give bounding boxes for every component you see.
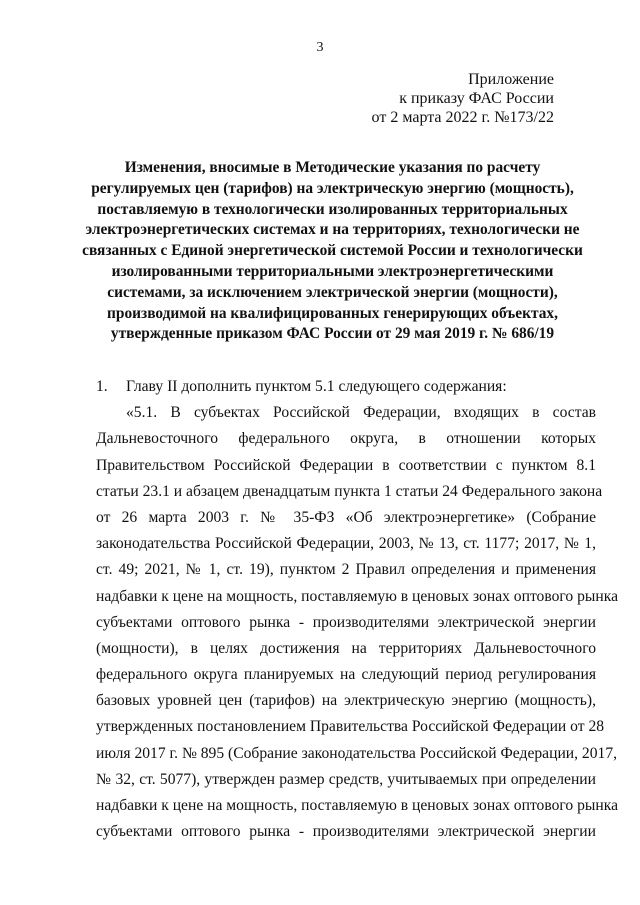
paragraph-line: от 26 марта 2003 г. № 35-ФЗ «Об электроэнергетике» (Собрание (96, 508, 596, 526)
appendix-block (372, 70, 554, 127)
paragraph-line: субъектами оптового рынка - производителями электрической энергии (96, 823, 596, 841)
paragraph-line: базовых уровней цен (тарифов) на электрическую энергию (мощность), (96, 692, 596, 710)
paragraph-line: статьи 23.1 и абзацем двенадцатым пункта 1 статьи 24 Федерального закона (96, 482, 603, 500)
title-line: поставляемую в технологически изолированных территориальных (97, 200, 568, 218)
paragraph-line: (мощности), в целях достижения на территориях Дальневосточного (96, 639, 596, 657)
title-line: связанных с Единой энергетической системой России и технологически (82, 242, 583, 260)
paragraph-line: Правительством Российской Федерации в соответствии с пунктом 8.1 (96, 456, 596, 474)
paragraph-line: июля 2017 г. № 895 (Собрание законодательства Российской Федерации, 2017, (96, 744, 618, 762)
document-body (96, 374, 618, 845)
paragraph-line: ст. 49; 2021, № 1, ст. 19), пунктом 2 Правил определения и применения (96, 561, 596, 579)
title-line: системами, за исключением электрической энергии (мощности), (107, 283, 558, 301)
title-line: производимой на квалифицированных генерирующих объектах, (107, 304, 558, 322)
page-number: 3 (316, 40, 324, 55)
paragraph-line: № 32, ст. 5077), утвержден размер средств, учитываемых при определении (96, 770, 596, 788)
appendix-order-ref: к приказу ФАС России (399, 90, 554, 107)
paragraph-line: надбавки к цене на мощность, поставляемую в ценовых зонах оптового рынка (96, 587, 618, 605)
paragraph-line: федерального округа планируемых на следующий период регулирования (96, 666, 596, 684)
paragraph-line: надбавки к цене на мощность, поставляемую в ценовых зонах оптового рынка (96, 797, 618, 814)
list-item-number: 1. (96, 378, 108, 395)
list-item-1 (96, 374, 596, 400)
appendix-order-date: от 2 марта 2022 г. №173/22 (371, 109, 554, 126)
title-line: регулируемых цен (тарифов) на электрическую энергию (мощность), (91, 179, 574, 197)
list-item-text: Главу II дополнить пунктом 5.1 следующего содержания: (126, 378, 507, 395)
paragraph-5-1 (96, 400, 618, 845)
title-line: электроэнергетических системах и на территориях, технологически не (85, 221, 580, 239)
document-title (70, 158, 595, 345)
title-line: утвержденные приказом ФАС России от 29 мая 2019 г. № 686/19 (110, 325, 555, 343)
title-line: изолированными территориальными электроэнергетическими (111, 262, 554, 280)
appendix-label: Приложение (468, 71, 554, 88)
title-line: Изменения, вносимые в Методические указания по расчету (124, 159, 541, 176)
paragraph-line: утвержденных постановлением Правительства Российской Федерации от 28 (96, 718, 605, 736)
paragraph-line: «5.1. В субъектах Российской Федерации, входящих в состав (126, 404, 596, 422)
paragraph-line: субъектами оптового рынка - производителями электрической энергии (96, 613, 596, 631)
paragraph-line: законодательства Российской Федерации, 2003, № 13, ст. 1177; 2017, № 1, (96, 535, 596, 553)
paragraph-line: Дальневосточного федерального округа, в отношении которых (96, 430, 596, 448)
